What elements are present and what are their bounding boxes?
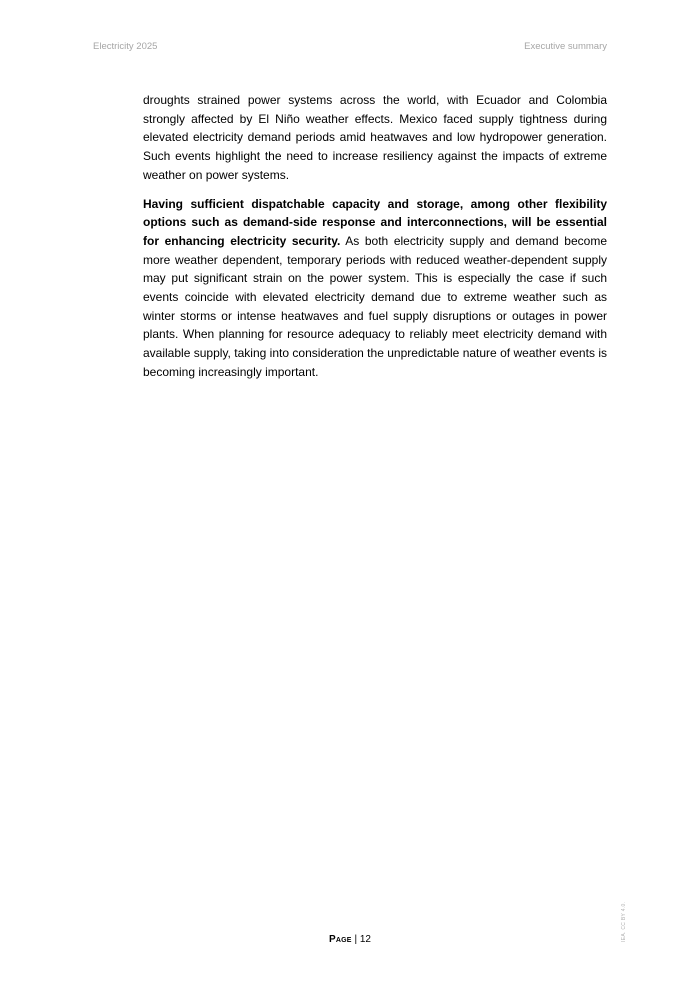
paragraph-text: As both electricity supply and demand become more weather dependent, temporary periods with reduced weather-dependent supply may put significant strain on the power system. This is especially the case if such events coincide with elevated electricity demand due to extreme weather such as winter storms or intense heatwaves and fuel supply disruptions or outages in power plants. When planning for resource adequacy to reliably meet electricity demand with available supply, taking into consideration the unpredictable nature of weather events is becoming increasingly important.	[143, 233, 607, 379]
paragraph	[143, 195, 607, 382]
paragraph-lead: Having sufficient dispatchable capacity and storage, among other flexibility options such as demand-side response and interconnections, will be essential for enhancing electricity security.	[143, 196, 607, 248]
paragraph	[143, 91, 607, 185]
page-footer	[0, 934, 700, 945]
header-report-title: Electricity 2025	[93, 41, 158, 52]
license-notice: IEA. CC BY 4.0.	[621, 901, 627, 942]
page-label: Page	[329, 934, 352, 945]
body-text	[143, 91, 607, 392]
header-section-title: Executive summary	[524, 41, 607, 52]
paragraph-text: droughts strained power systems across the world, with Ecuador and Colombia strongly affected by El Niño weather effects. Mexico faced supply tightness during elevated electricity demand periods amid heatwaves and low hydropower generation. Such events highlight the need to increase resiliency against the impacts of extreme weather on power systems.	[143, 93, 607, 182]
running-header	[93, 41, 607, 55]
page-separator: |	[351, 934, 360, 945]
page-number: 12	[359, 934, 371, 945]
